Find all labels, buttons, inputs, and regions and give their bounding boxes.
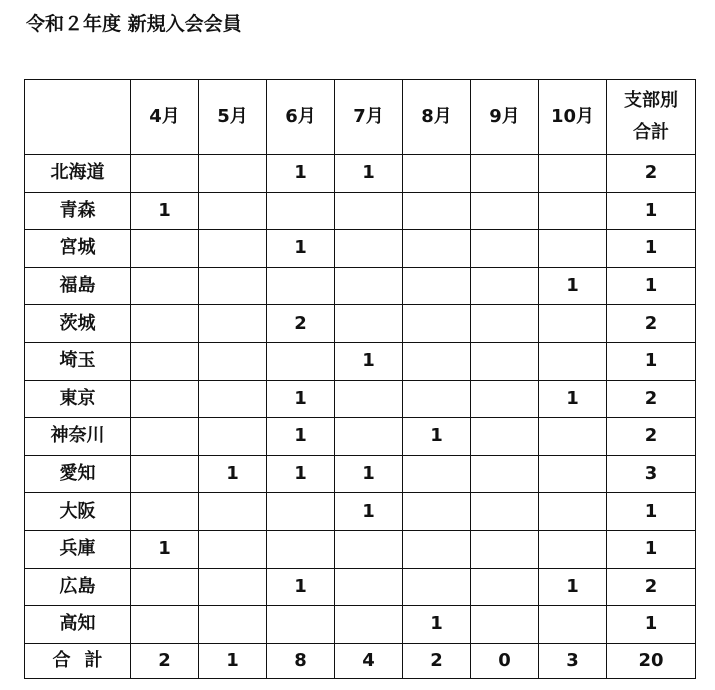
table-row	[25, 568, 696, 606]
month-total-cell: 4	[335, 643, 403, 678]
branch-total-cell: 1	[607, 530, 696, 568]
count-cell: 1	[131, 530, 199, 568]
count-cell	[471, 230, 539, 268]
count-cell	[131, 155, 199, 193]
month-total-cell: 1	[199, 643, 267, 678]
branch-name-cell: 兵庫	[25, 530, 131, 568]
count-cell	[539, 606, 607, 644]
branch-name-cell: 茨城	[25, 305, 131, 343]
count-cell: 1	[403, 418, 471, 456]
count-cell: 1	[267, 380, 335, 418]
count-cell	[471, 305, 539, 343]
count-cell	[131, 342, 199, 380]
count-cell	[131, 267, 199, 305]
count-cell	[403, 530, 471, 568]
count-cell	[471, 418, 539, 456]
count-cell	[471, 568, 539, 606]
count-cell	[471, 493, 539, 531]
count-cell	[403, 305, 471, 343]
branch-name-cell: 愛知	[25, 455, 131, 493]
table-row	[25, 418, 696, 456]
table-row	[25, 455, 696, 493]
count-cell	[403, 568, 471, 606]
branch-name-cell: 福島	[25, 267, 131, 305]
branch-total-cell: 2	[607, 305, 696, 343]
count-cell	[199, 342, 267, 380]
count-cell	[471, 530, 539, 568]
count-cell	[199, 230, 267, 268]
count-cell: 1	[199, 455, 267, 493]
count-cell	[199, 380, 267, 418]
count-cell	[403, 380, 471, 418]
count-cell	[471, 155, 539, 193]
count-cell: 1	[335, 155, 403, 193]
page-title: 令和２年度 新規入会会員	[26, 13, 242, 35]
month-total-cell: 8	[267, 643, 335, 678]
count-cell	[131, 230, 199, 268]
count-cell	[471, 342, 539, 380]
count-cell	[199, 568, 267, 606]
month-header: 7月	[335, 80, 403, 155]
table-body	[25, 155, 696, 644]
branch-total-cell: 1	[607, 230, 696, 268]
month-total-cell: 3	[539, 643, 607, 678]
count-cell	[539, 230, 607, 268]
table-row	[25, 155, 696, 193]
count-cell	[199, 155, 267, 193]
count-cell	[199, 606, 267, 644]
count-cell	[403, 230, 471, 268]
branch-name-cell: 大阪	[25, 493, 131, 531]
branch-name-cell: 東京	[25, 380, 131, 418]
count-cell	[199, 305, 267, 343]
count-cell	[335, 606, 403, 644]
month-header: 5月	[199, 80, 267, 155]
branch-name-cell: 青森	[25, 192, 131, 230]
table-row	[25, 342, 696, 380]
table-row	[25, 305, 696, 343]
month-total-cell: 0	[471, 643, 539, 678]
count-cell	[539, 342, 607, 380]
branch-name-cell: 高知	[25, 606, 131, 644]
month-header: 6月	[267, 80, 335, 155]
count-cell	[131, 455, 199, 493]
count-cell	[267, 493, 335, 531]
count-cell	[267, 342, 335, 380]
count-cell: 1	[267, 155, 335, 193]
branch-total-cell: 2	[607, 155, 696, 193]
count-cell	[131, 380, 199, 418]
count-cell: 2	[267, 305, 335, 343]
count-cell	[403, 192, 471, 230]
branch-name-cell: 北海道	[25, 155, 131, 193]
table-row	[25, 606, 696, 644]
table-row	[25, 493, 696, 531]
branch-total-cell: 2	[607, 380, 696, 418]
month-header: 4月	[131, 80, 199, 155]
count-cell	[335, 230, 403, 268]
count-cell: 1	[267, 418, 335, 456]
count-cell	[131, 418, 199, 456]
count-cell: 1	[267, 568, 335, 606]
count-cell	[131, 568, 199, 606]
month-total-cell: 2	[131, 643, 199, 678]
branch-total-header	[607, 80, 696, 155]
table-row	[25, 267, 696, 305]
count-cell	[403, 155, 471, 193]
count-cell	[403, 455, 471, 493]
count-cell	[403, 342, 471, 380]
count-cell: 1	[131, 192, 199, 230]
branch-total-cell: 1	[607, 192, 696, 230]
count-cell	[131, 305, 199, 343]
count-cell: 1	[403, 606, 471, 644]
count-cell	[199, 418, 267, 456]
count-cell	[471, 606, 539, 644]
branch-name-cell: 広島	[25, 568, 131, 606]
count-cell	[335, 380, 403, 418]
count-cell	[471, 267, 539, 305]
count-cell: 1	[539, 380, 607, 418]
branch-total-cell: 1	[607, 342, 696, 380]
count-cell	[199, 530, 267, 568]
count-cell: 1	[539, 267, 607, 305]
count-cell	[335, 192, 403, 230]
count-cell	[131, 606, 199, 644]
totals-label: 合計	[25, 643, 131, 678]
count-cell	[267, 606, 335, 644]
count-cell	[199, 192, 267, 230]
count-cell: 1	[267, 455, 335, 493]
branch-total-cell: 1	[607, 267, 696, 305]
count-cell	[539, 305, 607, 343]
table-row	[25, 230, 696, 268]
month-header: 10月	[539, 80, 607, 155]
count-cell	[199, 493, 267, 531]
count-cell	[539, 493, 607, 531]
table-row	[25, 380, 696, 418]
month-header: 8月	[403, 80, 471, 155]
branch-total-cell: 2	[607, 418, 696, 456]
month-total-cell: 2	[403, 643, 471, 678]
count-cell	[403, 493, 471, 531]
branch-total-cell: 1	[607, 606, 696, 644]
header-row	[25, 80, 696, 155]
count-cell	[267, 267, 335, 305]
count-cell	[539, 418, 607, 456]
branch-name-cell: 神奈川	[25, 418, 131, 456]
count-cell	[471, 380, 539, 418]
month-header: 9月	[471, 80, 539, 155]
branch-total-header-line2: 合計	[633, 122, 669, 143]
branch-total-header-line1: 支部別	[624, 90, 678, 111]
branch-total-cell: 3	[607, 455, 696, 493]
count-cell	[131, 493, 199, 531]
table-row	[25, 530, 696, 568]
count-cell: 1	[335, 455, 403, 493]
count-cell	[471, 455, 539, 493]
table-row	[25, 192, 696, 230]
count-cell	[539, 455, 607, 493]
count-cell: 1	[539, 568, 607, 606]
count-cell	[403, 267, 471, 305]
count-cell	[335, 418, 403, 456]
count-cell	[267, 192, 335, 230]
totals-row	[25, 643, 696, 678]
count-cell: 1	[267, 230, 335, 268]
count-cell: 1	[335, 493, 403, 531]
count-cell	[335, 568, 403, 606]
grand-total-cell: 20	[607, 643, 696, 678]
count-cell	[471, 192, 539, 230]
branch-total-cell: 1	[607, 493, 696, 531]
branch-name-cell: 宮城	[25, 230, 131, 268]
count-cell	[539, 530, 607, 568]
branch-name-cell: 埼玉	[25, 342, 131, 380]
count-cell	[335, 305, 403, 343]
count-cell	[335, 530, 403, 568]
branch-total-cell: 2	[607, 568, 696, 606]
count-cell: 1	[335, 342, 403, 380]
count-cell	[267, 530, 335, 568]
corner-cell	[25, 80, 131, 155]
count-cell	[335, 267, 403, 305]
new-members-table	[24, 79, 696, 679]
count-cell	[539, 155, 607, 193]
count-cell	[199, 267, 267, 305]
count-cell	[539, 192, 607, 230]
